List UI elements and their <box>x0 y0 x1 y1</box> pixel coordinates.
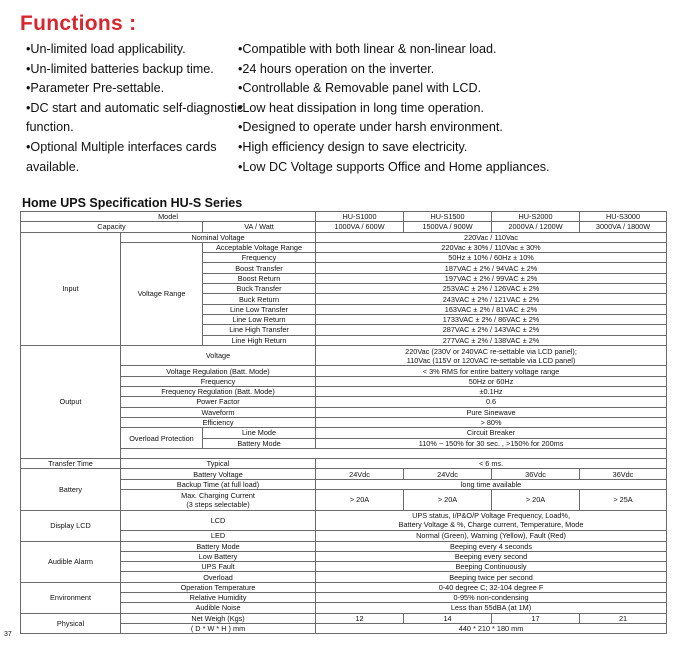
model-cell: HU-S3000 <box>580 212 667 222</box>
spec-value: Normal (Green), Warning (Yellow), Fault (Red) <box>316 531 667 541</box>
function-item: •Optional Multiple interfaces cards <box>26 139 217 154</box>
functions-list-right <box>238 40 678 177</box>
spec-value: 50Hz ± 10% / 60Hz ± 10% <box>316 253 667 263</box>
spec-label: Voltage <box>121 345 316 366</box>
spec-value: 220Vac / 110Vac <box>316 232 667 242</box>
section-environment: Environment <box>21 582 121 613</box>
spec-label: Line Low Return <box>203 314 316 324</box>
capacity-unit: VA / Watt <box>203 222 316 232</box>
output-voltage-line: 110Vac (115V or 120VAC re-settable via LCD panel) <box>406 355 576 365</box>
spec-label: ( D * W * H ) mm <box>121 623 316 633</box>
spec-value: 36Vdc <box>492 469 580 479</box>
spec-value: > 20A <box>404 490 492 511</box>
function-item: •24 hours operation on the inverter. <box>238 61 435 76</box>
spec-value: 1733VAC ± 2% / 86VAC ± 2% <box>316 314 667 324</box>
output-voltage-line: 220Vac (230V or 240VAC re-settable via LCD panel); <box>405 346 577 356</box>
section-display: Display LCD <box>21 510 121 541</box>
spec-label: Line Mode <box>203 428 316 438</box>
spec-value: Beeping twice per second <box>316 572 667 582</box>
model-cell: HU-S1500 <box>404 212 492 222</box>
function-item: •Un-limited batteries backup time. <box>26 61 214 76</box>
spec-value: 163VAC ± 2% / 81VAC ± 2% <box>316 304 667 314</box>
spec-table <box>20 211 667 634</box>
spec-label: Line Low Transfer <box>203 304 316 314</box>
capacity-cell: 1500VA / 900W <box>404 222 492 232</box>
spec-label: Operation Temperature <box>121 582 316 592</box>
spec-value: < 3% RMS for entire battery voltage range <box>316 366 667 376</box>
spec-value: 12 <box>316 613 404 623</box>
spec-label: Relative Humidity <box>121 592 316 602</box>
spec-label: Buck Return <box>203 294 316 304</box>
spec-value: 243VAC ± 2% / 121VAC ± 2% <box>316 294 667 304</box>
section-output: Output <box>21 345 121 458</box>
capacity-cell: 1000VA / 600W <box>316 222 404 232</box>
spec-value: 21 <box>580 613 667 623</box>
spec-label: Battery Mode <box>203 438 316 448</box>
function-item: •Compatible with both linear & non-linear load. <box>238 42 497 56</box>
spec-label: Frequency Regulation (Batt. Mode) <box>121 387 316 397</box>
section-battery: Battery <box>21 469 121 510</box>
capacity-cell: 2000VA / 1200W <box>492 222 580 232</box>
functions-title: Functions : <box>20 12 137 35</box>
spec-label: Boost Transfer <box>203 263 316 273</box>
spec-label: Buck Transfer <box>203 284 316 294</box>
spec-value: Beeping Continuously <box>316 562 667 572</box>
spec-value: 440 * 210 * 180 mm <box>316 623 667 633</box>
table-row <box>21 222 667 232</box>
spec-value: 253VAC ± 2% / 126VAC ± 2% <box>316 284 667 294</box>
spec-label: Overload <box>121 572 316 582</box>
capacity-cell: 3000VA / 1800W <box>580 222 667 232</box>
spec-label: Low Battery <box>121 551 316 561</box>
spec-label: Voltage Regulation (Batt. Mode) <box>121 366 316 376</box>
spec-value: ±0.1Hz <box>316 387 667 397</box>
spec-value: 0.6 <box>316 397 667 407</box>
spec-label: Typical <box>121 459 316 469</box>
spec-value: 187VAC ± 2% / 94VAC ± 2% <box>316 263 667 273</box>
spec-value: 0-95% non-condensing <box>316 592 667 602</box>
spec-value: < 6 ms. <box>316 459 667 469</box>
lcd-line: Battery Voltage & %, Charge current, Temperature, Mode <box>398 520 584 530</box>
spec-label: Acceptable Voltage Range <box>203 242 316 252</box>
page-number: 37 <box>4 631 12 638</box>
function-item: •Low DC Voltage supports Office and Home appliances. <box>238 159 550 174</box>
spec-label: Audible Noise <box>121 603 316 613</box>
spec-label: Battery Mode <box>121 541 316 551</box>
model-cell: HU-S1000 <box>316 212 404 222</box>
charge-label-line: Max. Charging Current <box>181 490 255 500</box>
voltage-range-group: Voltage Range <box>121 242 203 345</box>
spec-label: Net Weigh (Kgs) <box>121 613 316 623</box>
table-row <box>21 469 667 479</box>
spec-value: 36Vdc <box>580 469 667 479</box>
spec-label: Efficiency <box>121 417 316 427</box>
function-item: •DC start and automatic self-diagnostic <box>26 100 244 115</box>
capacity-label: Capacity <box>21 222 203 232</box>
spec-value: 24Vdc <box>404 469 492 479</box>
spec-label: Power Factor <box>121 397 316 407</box>
function-item: •Low heat dissipation in long time operation. <box>238 100 484 115</box>
spec-value: 17 <box>492 613 580 623</box>
functions-list-left <box>26 40 244 177</box>
spec-label: Frequency <box>121 376 316 386</box>
spec-value: 0-40 degree C; 32-104 degree F <box>316 582 667 592</box>
spec-value: > 25A <box>580 490 667 511</box>
spec-value: 220Vac ± 30% / 110Vac ± 30% <box>316 242 667 252</box>
overload-group: Overload Protection <box>121 428 203 449</box>
table-row <box>21 541 667 551</box>
table-row <box>21 582 667 592</box>
spec-value: long time available <box>316 479 667 489</box>
spec-label: Frequency <box>203 253 316 263</box>
spec-value: 287VAC ± 2% / 143VAC ± 2% <box>316 325 667 335</box>
function-item: •Designed to operate under harsh environment. <box>238 120 503 135</box>
function-item: •Controllable & Removable panel with LCD. <box>238 81 482 96</box>
section-alarm: Audible Alarm <box>21 541 121 582</box>
spec-label: Waveform <box>121 407 316 417</box>
spec-label: UPS Fault <box>121 562 316 572</box>
spec-value: > 20A <box>492 490 580 511</box>
spec-value: 277VAC ± 2% / 138VAC ± 2% <box>316 335 667 345</box>
model-cell: HU-S2000 <box>492 212 580 222</box>
spec-label: Boost Return <box>203 273 316 283</box>
spec-value <box>316 345 667 366</box>
charge-label-line: (3 steps selectable) <box>186 499 250 509</box>
section-transfer: Transfer Time <box>21 459 121 469</box>
spec-value: 197VAC ± 2% / 99VAC ± 2% <box>316 273 667 283</box>
spec-label: Line High Return <box>203 335 316 345</box>
spec-title: Home UPS Specification HU-S Series <box>22 196 243 210</box>
spec-value: 14 <box>404 613 492 623</box>
spec-value: 24Vdc <box>316 469 404 479</box>
table-row <box>21 345 667 366</box>
section-input: Input <box>21 232 121 345</box>
spec-value: Pure Sinewave <box>316 407 667 417</box>
table-row <box>21 212 667 222</box>
function-item: •High efficiency design to save electricity. <box>238 139 468 154</box>
spec-label: Backup Time (at full load) <box>121 479 316 489</box>
spec-value: 50Hz or 60Hz <box>316 376 667 386</box>
spec-value <box>316 510 667 531</box>
section-physical: Physical <box>21 613 121 634</box>
function-item: •Parameter Pre-settable. <box>26 81 165 96</box>
spec-label: Battery Voltage <box>121 469 316 479</box>
spec-label: Nominal Voltage <box>121 232 316 242</box>
spec-label: LED <box>121 531 316 541</box>
spec-value: > 80% <box>316 417 667 427</box>
lcd-line: UPS status, I/P&O/P Voltage Frequency, Load%, <box>412 511 570 521</box>
model-label: Model <box>21 212 316 222</box>
spec-value: Circuit Breaker <box>316 428 667 438</box>
table-row <box>21 459 667 469</box>
spec-value: > 20A <box>316 490 404 511</box>
function-item: function. <box>26 120 74 135</box>
spec-label <box>121 490 316 511</box>
spec-label: Line High Transfer <box>203 325 316 335</box>
function-item: available. <box>26 159 80 174</box>
spacer-cell <box>121 448 667 458</box>
spec-value: Beeping every second <box>316 551 667 561</box>
spec-value: Beeping every 4 seconds <box>316 541 667 551</box>
spec-label: LCD <box>121 510 316 531</box>
table-row <box>21 510 667 531</box>
spec-value: Less than 55dBA (at 1M) <box>316 603 667 613</box>
spec-value: 110% ~ 150% for 30 sec. , >150% for 200ms <box>316 438 667 448</box>
table-row <box>21 613 667 623</box>
table-row <box>21 232 667 242</box>
function-item: •Un-limited load applicability. <box>26 42 186 56</box>
